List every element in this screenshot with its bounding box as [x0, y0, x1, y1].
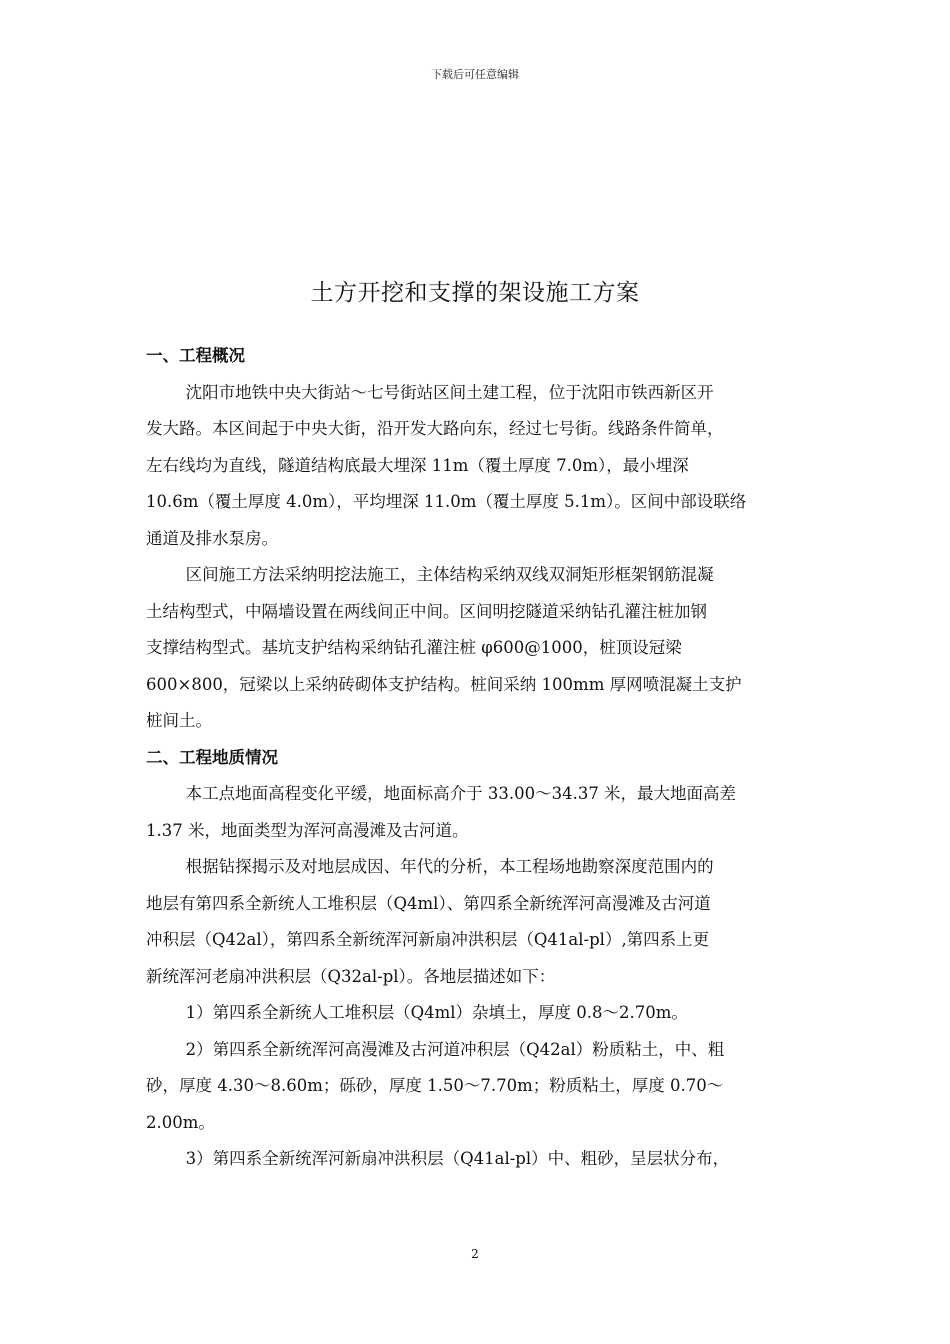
section-heading: 二、工程地质情况 [146, 747, 278, 767]
document-title: 土方开挖和支撑的架设施工方案 [310, 280, 640, 306]
paragraph [146, 849, 810, 995]
paragraph-line: 发大路。本区间起于中央大街，沿开发大路向东，经过七号街。线路条件简单， [146, 419, 724, 438]
paragraph-line: 新统浑河老扇冲洪积层（Q32al-pl）。各地层描述如下： [146, 966, 556, 986]
paragraph-line: 3）第四系全新统浑河新扇冲洪积层（Q41al-pl）中、粗砂，呈层状分布， [185, 1149, 730, 1168]
paragraph-line: 通道及排水泵房。 [146, 528, 278, 548]
paragraph-line: 砂，厚度 4.30～8.60m；砾砂，厚度 1.50～7.70m；粉质粘土，厚度 0.70～ [146, 1076, 724, 1095]
document-body [146, 338, 810, 1178]
page-header: 下载后可任意编辑 [431, 68, 519, 81]
paragraph [146, 1141, 810, 1178]
paragraph-line: 10.6m（覆土厚度 4.0m），平均埋深 11.0m（覆土厚度 5.1m）。区间中部设联络 [146, 492, 747, 511]
paragraph [146, 995, 810, 1032]
page-number: 2 [471, 1247, 479, 1261]
paragraph-line: 1.37 米，地面类型为浑河高漫滩及古河道。 [146, 820, 469, 840]
paragraph-line: 本工点地面高程变化平缓，地面标高介于 33.00～34.37 米，最大地面高差 [185, 784, 737, 803]
paragraph-line: 沈阳市地铁中央大街站～七号街站区间土建工程，位于沈阳市铁西新区开 [185, 382, 714, 402]
paragraph-line: 根据钻探揭示及对地层成因、年代的分析，本工程场地勘察深度范围内的 [185, 857, 714, 876]
paragraph-line: 桩间土。 [146, 711, 212, 730]
paragraph-line: 区间施工方法采纳明挖法施工，主体结构采纳双线双洞矩形框架钢筋混凝 [185, 565, 714, 584]
paragraph-line: 地层有第四系全新统人工堆积层（Q4ml）、第四系全新统浑河高漫滩及古河道 [146, 893, 711, 913]
paragraph-line: 土结构型式，中隔墙设置在两线间正中间。区间明挖隧道采纳钻孔灌注桩加钢 [146, 601, 707, 621]
paragraph [146, 375, 810, 558]
paragraph [146, 1032, 810, 1142]
section-heading: 一、工程概况 [146, 346, 245, 365]
paragraph-line: 2.00m。 [146, 1112, 215, 1132]
paragraph [146, 557, 810, 740]
paragraph-line: 600×800，冠梁以上采纳砖砌体支护结构。桩间采纳 100mm 厚网喷混凝土支护 [146, 674, 742, 694]
paragraph-line: 2）第四系全新统浑河高漫滩及古河道冲积层（Q42al）粉质粘土，中、粗 [185, 1039, 725, 1059]
paragraph-line: 左右线均为直线，隧道结构底最大埋深 11m（覆土厚度 7.0m），最小埋深 [146, 455, 689, 475]
paragraph-line: 冲积层（Q42al），第四系全新统浑河新扇冲洪积层（Q41al-pl）,第四系上更 [146, 930, 710, 949]
paragraph-line: 支撑结构型式。基坑支护结构采纳钻孔灌注桩 φ600@1000，桩顶设冠梁 [146, 638, 682, 657]
paragraph-line: 1）第四系全新统人工堆积层（Q4ml）杂填土，厚度 0.8～2.70m。 [185, 1003, 688, 1022]
paragraph [146, 776, 810, 849]
